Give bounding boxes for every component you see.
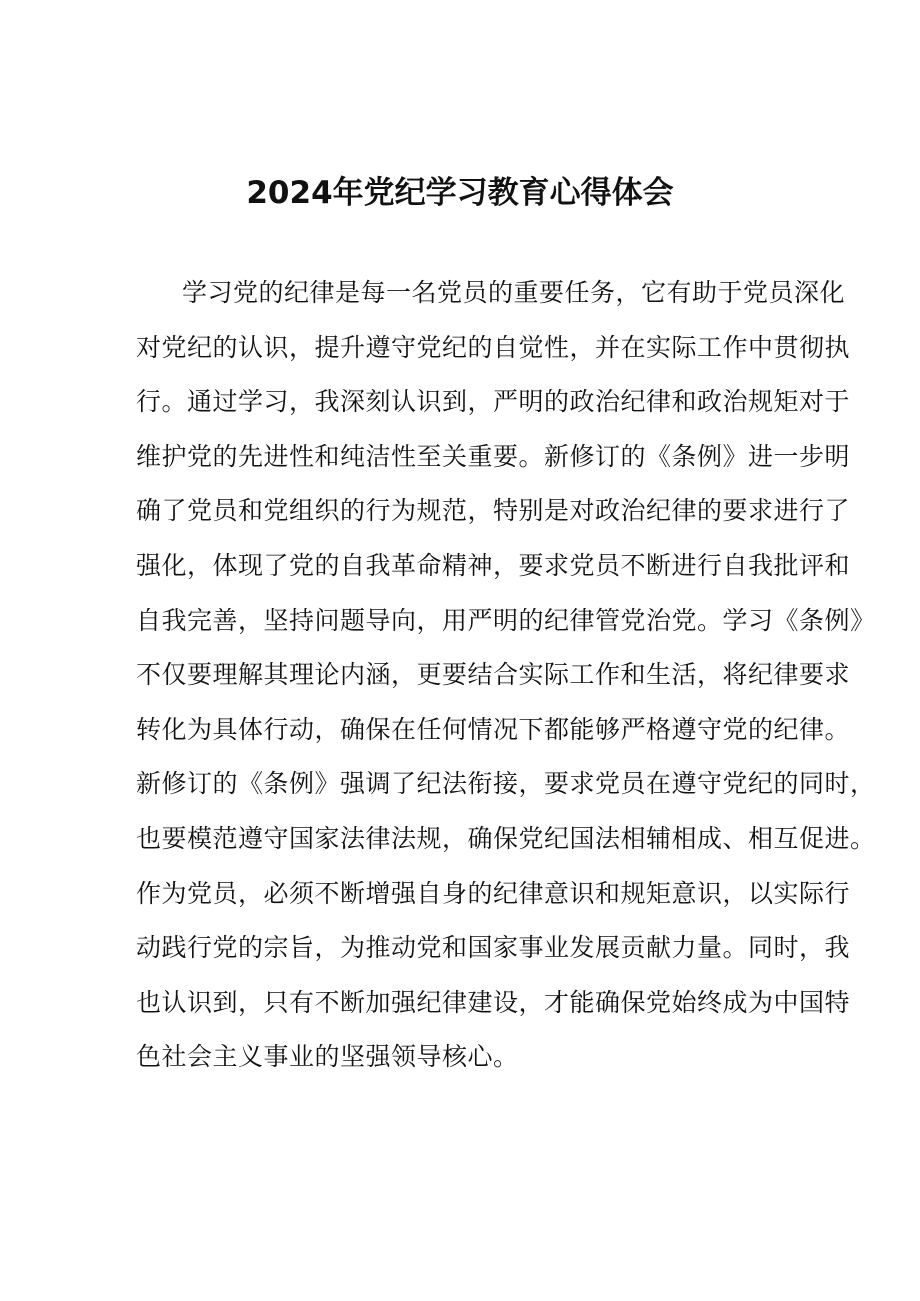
body-line-7: 自我完善，坚持问题导向，用严明的纪律管党治党。学习《条例》 — [136, 605, 876, 635]
body-line-5: 确了党员和党组织的行为规范，特别是对政治纪律的要求进行了 — [136, 496, 851, 526]
document-body — [136, 266, 876, 1085]
body-line-14: 也认识到，只有不断加强纪律建设，才能确保党始终成为中国特 — [136, 987, 851, 1017]
body-line-3: 行。通过学习，我深刻认识到，严明的政治纪律和政治规矩对于 — [136, 387, 851, 417]
document-title: 2024年党纪学习教育心得体会 — [246, 175, 674, 211]
body-line-12: 作为党员，必须不断增强自身的纪律意识和规矩意识，以实际行 — [136, 878, 851, 908]
body-line-9: 转化为具体行动，确保在任何情况下都能够严格遵守党的纪律。 — [136, 714, 851, 744]
body-line-2: 对党纪的认识，提升遵守党纪的自觉性，并在实际工作中贯彻执 — [136, 332, 851, 362]
body-line-1: 学习党的纪律是每一名党员的重要任务，它有助于党员深化 — [182, 278, 846, 307]
body-line-8: 不仅要理解其理论内涵，更要结合实际工作和生活，将纪律要求 — [136, 660, 851, 690]
body-line-4: 维护党的先进性和纯洁性至关重要。新修订的《条例》进一步明 — [136, 441, 851, 471]
body-line-15: 色社会主义事业的坚强领导核心。 — [136, 1042, 519, 1072]
body-line-10: 新修订的《条例》强调了纪法衔接，要求党员在遵守党纪的同时， — [136, 769, 876, 799]
body-line-13: 动践行党的宗旨，为推动党和国家事业发展贡献力量。同时，我 — [136, 933, 851, 963]
body-line-11: 也要模范遵守国家法律法规，确保党纪国法相辅相成、相互促进。 — [136, 823, 876, 853]
body-line-6: 强化，体现了党的自我革命精神，要求党员不断进行自我批评和 — [136, 550, 851, 580]
